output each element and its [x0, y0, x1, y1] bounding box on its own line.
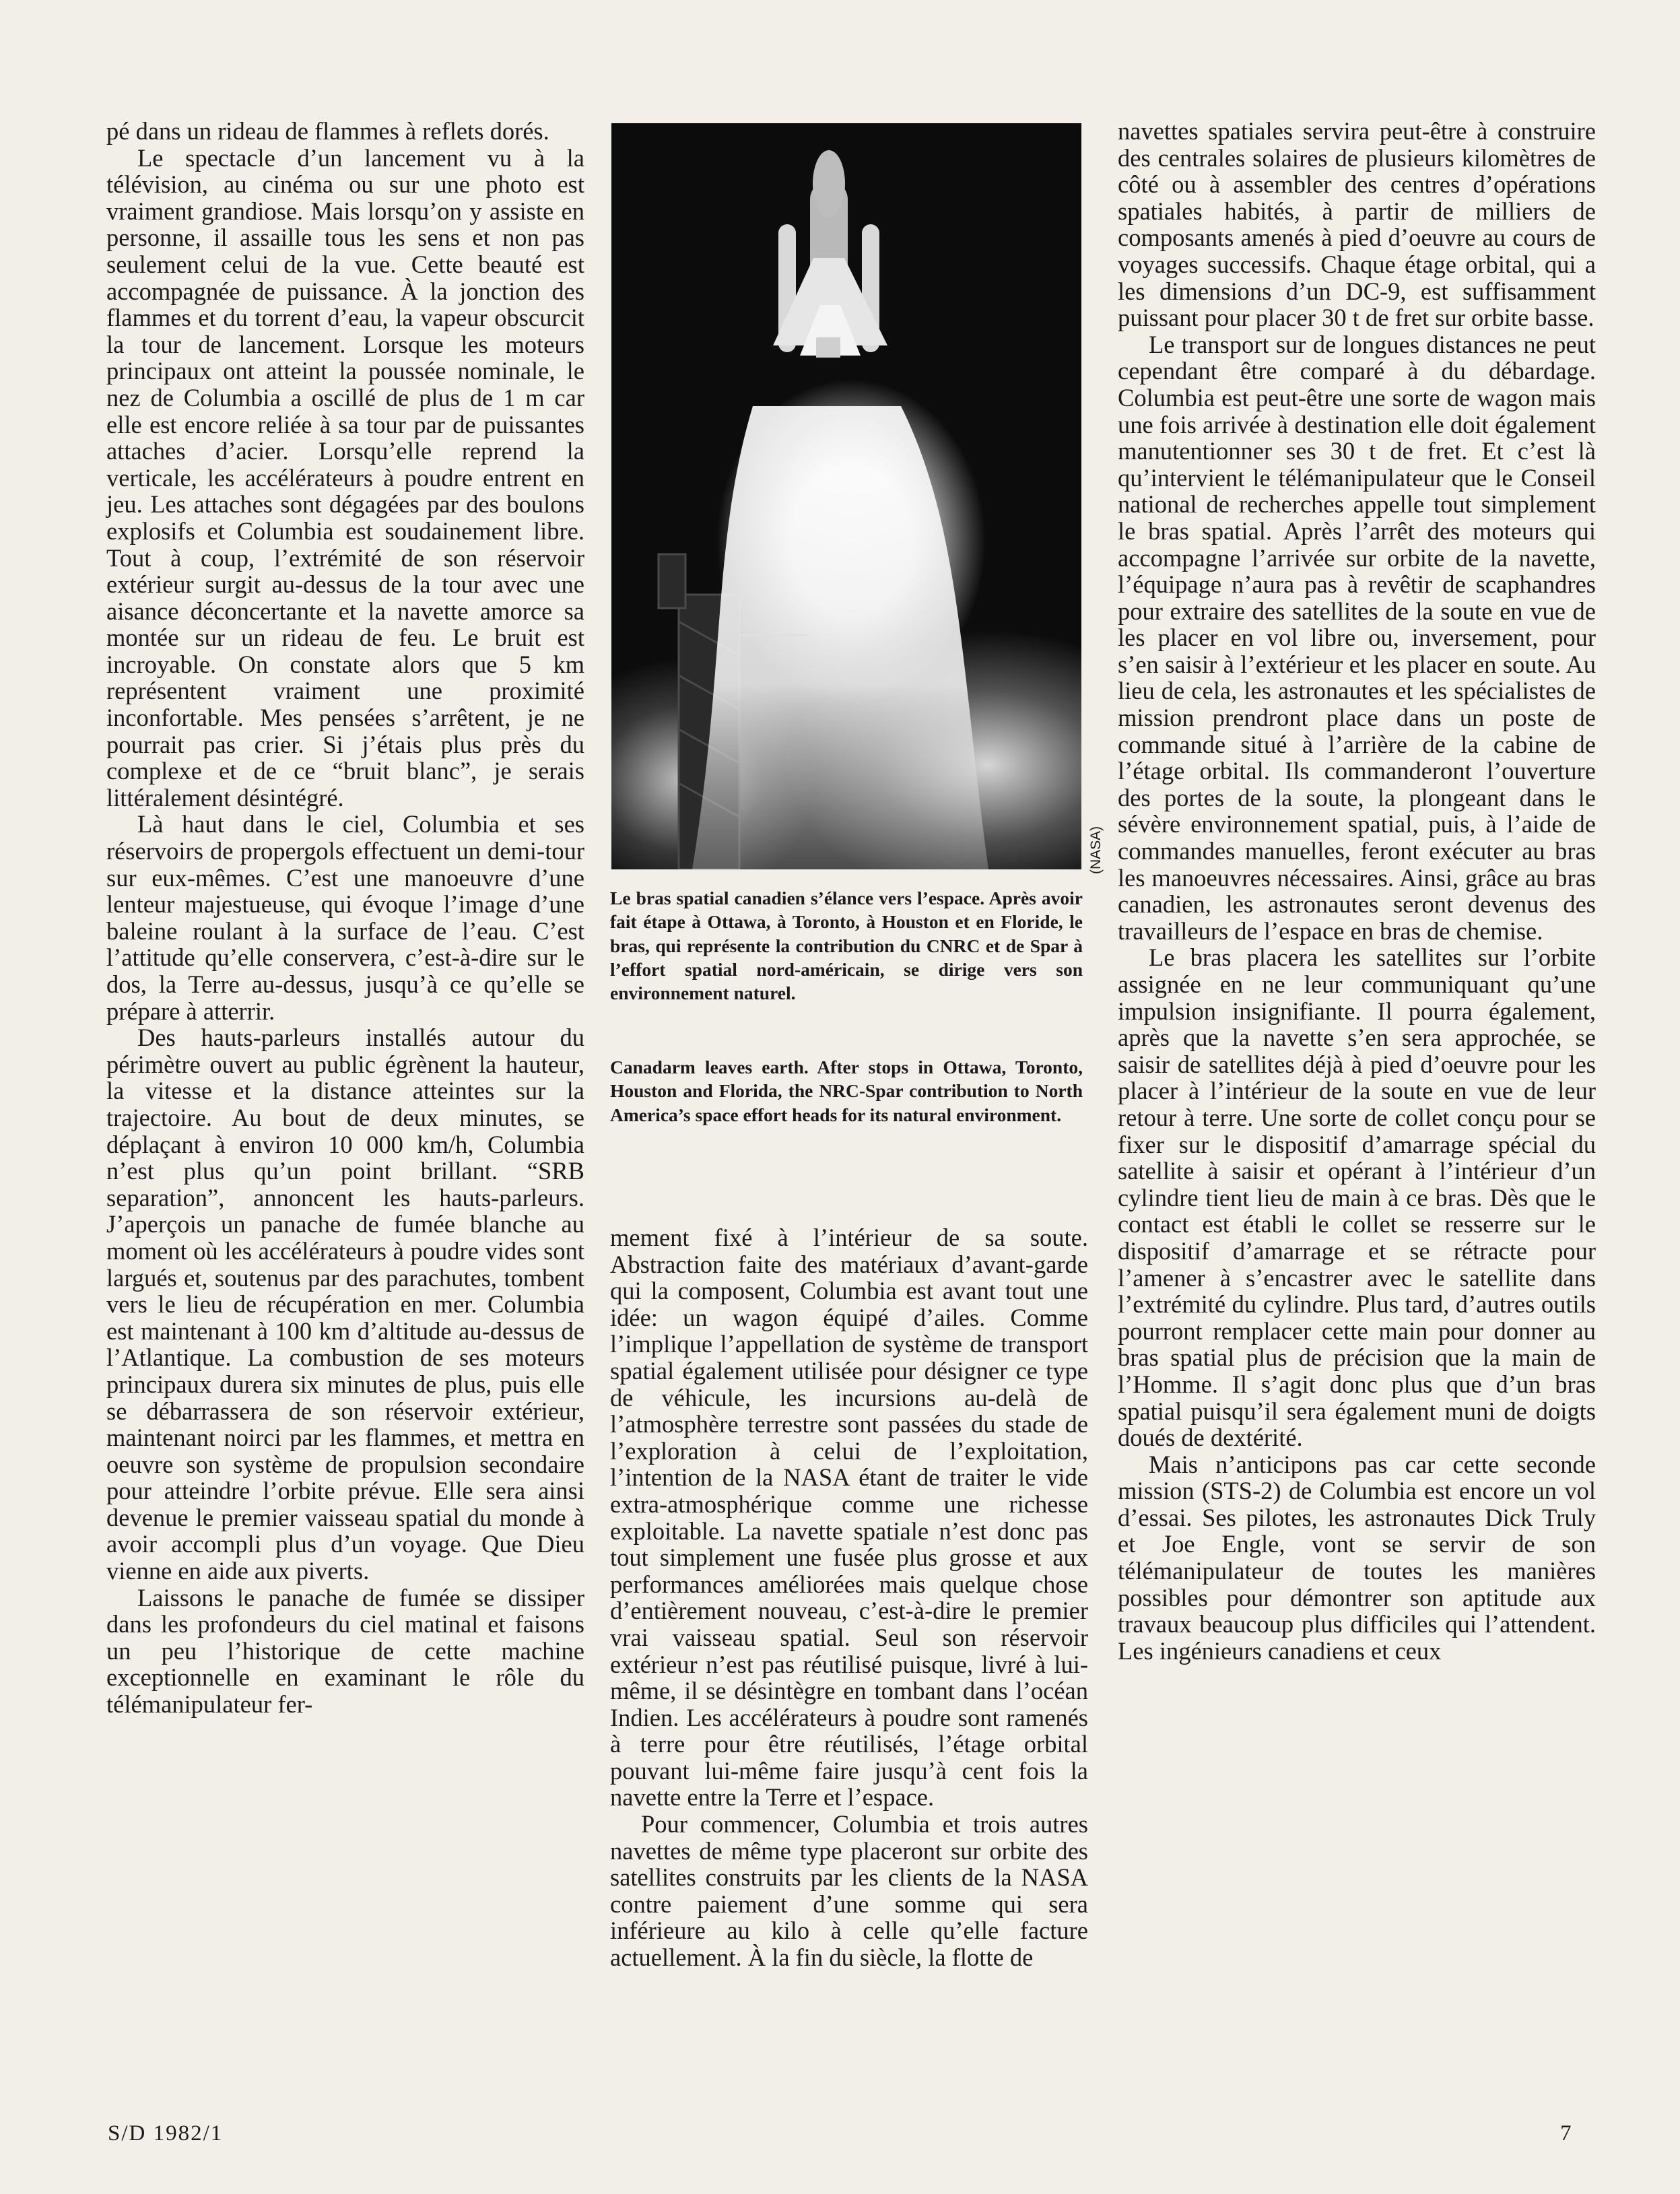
paragraph: Mais n’anticipons pas car cette seconde mission (STS-2) de Columbia est encore un vol d’essai. Ses pilotes, les astronautes Dick Truly et Joe Engle, vont se servir de son télémanipulateur de toutes les manières possibles pour démontrer son aptitude aux travaux beaucoup plus difficiles qui l’attendent. Les ingénieurs canadiens et ceux: [1118, 1450, 1596, 1665]
paragraph: Le bras placera les satellites sur l’orbite assignée en ne leur communiquant qu’une impulsion insignifiante. Il pourra également, après que la navette s’en sera approchée, se saisir de satellites déjà à pied d’oeuvre pour les placer à l’intérieur de la soute en vue de leur retour à terre. Une sorte de collet conçu pour se fixer sur le dispositif d’amarrage spécial du satellite à saisir et opérant à l’intérieur d’un cylindre tient lieu de main à ce bras. Dès que le contact est établi le collet se resserre sur le dispositif d’amarrage et se rétracte pour l’amener à s’encastrer avec le satellite dans l’extrémité du cylindre. Plus tard, d’autres outils pourront remplacer cette main pour donner au bras spatial plus de précision que la main de l’Homme. Il s’agit donc plus que d’un bras spatial puisqu’il sera également muni de doigts doués de dextérité.: [1118, 943, 1596, 1452]
folio: S/D 1982/1: [108, 2121, 224, 2146]
paragraph: mement fixé à l’intérieur de sa soute. Abstraction faite des matériaux d’avant-garde qui la composent, Columbia est avant tout une idée: un wagon équipé d’ailes. Comme l’implique l’appellation de système de transport spatial également utilisée pour désigner ce type de véhicule, les incursions au-delà de l’atmosphère terrestre sont passées du stade de l’exploration à celui de l’exploitation, l’intention de la NASA étant de traiter le vide extra-atmosphérique comme une richesse exploitable. La navette spatiale n’est donc pas tout simplement une fusée plus grosse et aux performances améliorées mais quelque chose d’entièrement nouveau, c’est-à-dire le premier vrai vaisseau spatial. Seul son réservoir extérieur n’est pas réutilisé puisque, livré à lui-même, il se désintègre en tombant dans l’océan Indien. Les accélérateurs à poudre sont ramenés à terre pour être réutilisés, l’étage orbital pouvant lui-même faire jusqu’à cent fois la navette entre la Terre et l’espace.: [610, 1224, 1088, 1811]
paragraph: navettes spatiales servira peut-être à construire des centrales solaires de plusieurs kilomètres de côté ou à assembler des centres d’opérations spatiales habités, à partir de milliers de composants amenés à pied d’oeuvre au cours de voyages successifs. Chaque étage orbital, qui a les dimensions d’un DC-9, est suffisamment puissant pour placer 30 t de fret sur orbite basse.: [1118, 117, 1596, 332]
column-1: [106, 118, 584, 1718]
paragraph: Pour commencer, Columbia et trois autres navettes de même type placeront sur orbite des satellites construits par les clients de la NASA contre paiement d’une somme qui sera inférieure au kilo à celle qu’elle facture actuellement. À la fin du siècle, la flotte de: [610, 1810, 1088, 1972]
paragraph: Là haut dans le ciel, Columbia et ses réservoirs de propergols effectuent un demi-tour sur eux-mêmes. C’est une manoeuvre d’une lenteur majestueuse, qui évoque l’image d’une baleine roulant à la surface de l’eau. C’est l’attitude qu’elle conservera, c’est-à-dire sur le dos, la Terre au-dessus, jusqu’à ce qu’elle se prépare à atterrir.: [106, 810, 584, 1025]
exhaust-plume: [692, 406, 988, 869]
paragraph: Des hauts-parleurs installés autour du périmètre ouvert au public égrènent la hauteur, la vitesse et la distance atteintes sur la trajectoire. Au bout de deux minutes, se déplaçant à environ 10 000 km/h, Columbia n’est plus qu’un point brillant. “SRB separation”, annoncent les hauts-parleurs. J’aperçois un panache de fumée blanche au moment où les accélérateurs à poudre vides sont largués et, soutenus par des parachutes, tombent vers le lieu de récupération en mer. Columbia est maintenant à 100 km d’altitude au-dessus de l’Atlantique. La combustion de ses moteurs principaux durera six minutes de plus, puis elle se débarrassera de son réservoir extérieur, maintenant noirci par les flammes, et mettra en oeuvre son système de propulsion secondaire pour atteindre l’orbite prévue. Elle sera ainsi devenue le premier vaisseau spatial du monde à avoir accompli plus d’un voyage. Que Dieu vienne en aide aux piverts.: [106, 1024, 584, 1585]
space-shuttle: [773, 150, 887, 358]
photo-caption-english: Canadarm leaves earth. After stops in Ottawa, Toronto, Houston and Florida, the NRC-Spar contribution to North America’s space effort heads for its natural environment.: [610, 1057, 1083, 1125]
page-number: 7: [1560, 2121, 1572, 2146]
shuttle-launch-photo: [611, 123, 1081, 869]
photo-caption-french: Le bras spatial canadien s’élance vers l’espace. Après avoir fait étape à Ottawa, à Toronto, à Houston et en Floride, le bras, qui représente la contribution du CNRC et de Spar à l’effort spatial nord-américain, se dirige vers son environnement naturel.: [610, 888, 1083, 1004]
column-3: [1118, 118, 1596, 1664]
paragraph: Le transport sur de longues distances ne peut cependant être comparé à du débardage. Columbia est peut-être une sorte de wagon mais une fois arrivée à destination elle doit également manutentionner ses 30 t de fret. Et c’est là qu’intervient le télémanipulateur que le Conseil national de recherches appelle tout simplement le bras spatial. Après l’arrêt des moteurs qui accompagne l’arrivée sur orbite de la navette, l’équipage n’aura pas à revêtir de scaphandres pour extraire des satellites de la soute en vue de les placer en vol libre ou, inversement, pour s’en saisir à l’extérieur et les placer en soute. Au lieu de cela, les astronautes et les spécialistes de mission prendront place dans un poste de commande situé à l’arrière de la cabine de l’étage orbital. Ils commanderont l’ouverture des portes de la soute, la plongeant dans le sévère environnement spatial, puis, à l’aide de commandes manuelles, feront exécuter au bras les manoeuvres nécessaires. Ainsi, grâce au bras canadien, les astronautes seront devenus des travailleurs de l’espace en bras de chemise.: [1118, 330, 1596, 945]
shuttle-launch-illustration: [611, 123, 1081, 869]
photo-credit: (NASA): [1088, 826, 1104, 874]
column-2: [610, 1224, 1088, 1971]
paragraph: pé dans un rideau de flammes à reflets dorés.: [106, 117, 549, 145]
paragraph: Le spectacle d’un lancement vu à la télévision, au cinéma ou sur une photo est vraiment grandiose. Mais lorsqu’on y assiste en personne, il assaille tous les sens et non pas seulement celui de la vue. Cette beauté est accompagnée de puissance. À la jonction des flammes et du torrent d’eau, la vapeur obscurcit la tour de lancement. Lorsque les moteurs principaux ont atteint la poussée nominale, le nez de Columbia a oscillé de plus de 1 m car elle est encore reliée à sa tour par de puissantes attaches d’acier. Lorsqu’elle reprend la verticale, les accélérateurs à poudre entrent en jeu. Les attaches sont dégagées par des boulons explosifs et Columbia est soudainement libre. Tout à coup, l’extrémité de son réservoir extérieur surgit au-dessus de la tour avec une aisance déconcertante et la navette amorce sa montée sur un rideau de feu. Le bruit est incroyable. On constate alors que 5 km représentent vraiment une proximité inconfortable. Mes pensées s’arrêtent, je ne pourrait pas crier. Si j’étais plus près du complexe et de ce “bruit blanc”, je serais littéralement désintégré.: [106, 143, 584, 811]
paragraph: Laissons le panache de fumée se dissiper dans les profondeurs du ciel matinal et faisons un peu l’historique de cette machine exceptionnelle en examinant le rôle du télémanipulateur fer-: [106, 1583, 584, 1719]
